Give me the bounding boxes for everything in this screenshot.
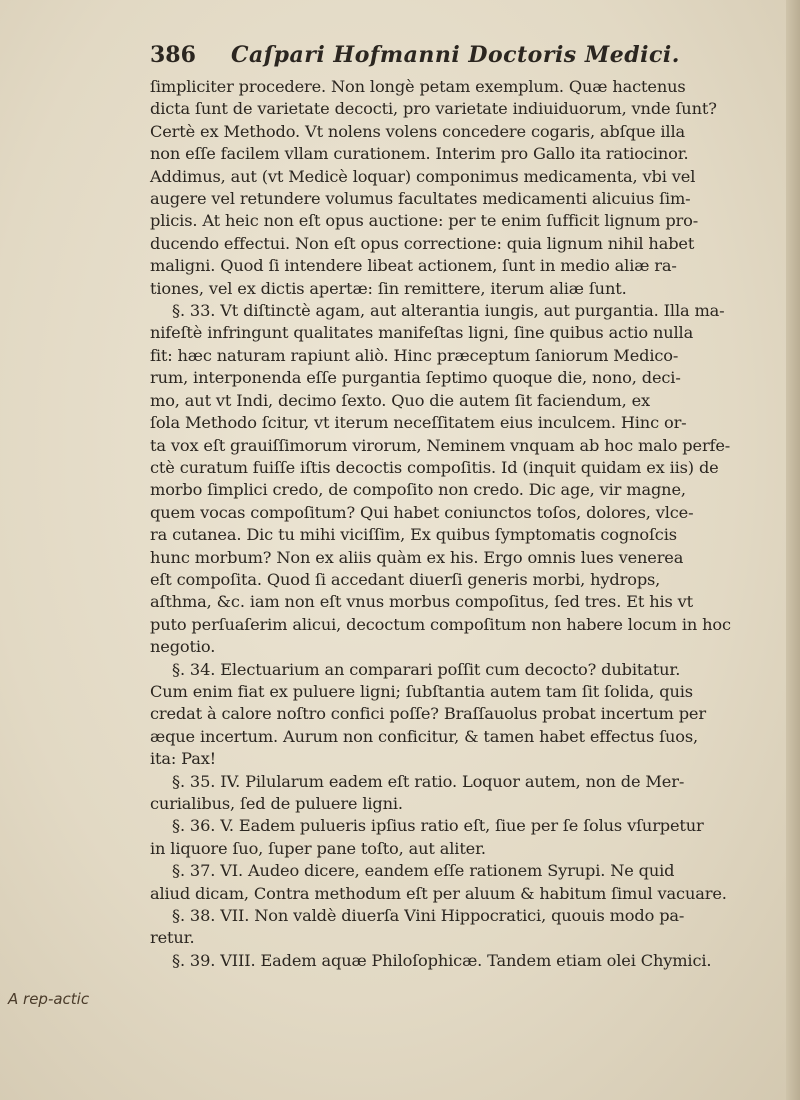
text-line: rum, interponenda eſſe purgantia ſeptimo quoque die, nono, deci- <box>150 368 681 388</box>
text-line: hunc morbum? Non ex aliis quàm ex his. Ergo omnis lues venerea <box>150 547 684 567</box>
paragraph-38: §. 38. VII. Non valdè diuerſa Vini Hippocratici, quouis modo pa- <box>172 906 685 926</box>
paragraph-34: §. 34. Electuarium an comparari poſſit cum decocto? dubitatur. <box>172 659 681 679</box>
text-line: morbo ſimplici credo, de compoſito non credo. Dic age, vir magne, <box>150 480 686 500</box>
text-line: aliud dicam, Contra methodum eſt per aluum & habitum ſimul vacuare. <box>150 883 727 903</box>
paragraph-35: §. 35. IV. Pilularum eadem eſt ratio. Loquor autem, non de Mer- <box>172 771 685 791</box>
text-line: negotio. <box>150 637 216 657</box>
text-line: ctè curatum fuiſſe iſtis decoctis compoſitis. Id (inquit quidam ex iis) de <box>150 457 719 477</box>
body-text <box>150 76 775 972</box>
text-line: Certè ex Methodo. Vt nolens volens concedere cogaris, abſque illa <box>150 121 685 141</box>
text-line: maligni. Quod ſi intendere libeat actionem, ſunt in medio aliæ ra- <box>150 256 677 276</box>
text-line: æque incertum. Aurum non conficitur, & tamen habet effectus ſuos, <box>150 726 698 746</box>
text-line: tiones, vel ex dictis apertæ: ſin remittere, iterum aliæ ſunt. <box>150 278 627 298</box>
paragraph-37: §. 37. VI. Audeo dicere, eandem eſſe rationem Syrupi. Ne quid <box>172 861 675 881</box>
text-line: quem vocas compoſitum? Qui habet coniunctos toſos, dolores, vlce- <box>150 502 694 522</box>
text-line: Addimus, aut (vt Medicè loquar) componimus medicamenta, vbi vel <box>150 166 696 186</box>
text-line: ducendo effectui. Non eſt opus correctione: quia lignum nihil habet <box>150 233 695 253</box>
text-line: credat à calore noſtro confici poſſe? Braſſauolus probat incertum per <box>150 704 706 724</box>
handwritten-margin-note: A rep-actic <box>8 990 90 1008</box>
page-edge <box>786 0 800 1100</box>
page-header <box>150 42 770 68</box>
text-line: puto perſuaſerim alicui, decoctum compoſitum non habere locum in hoc <box>150 614 731 634</box>
text-line: Cum enim fiat ex puluere ligni; ſubſtantia autem tam ſit ſolida, quis <box>150 681 693 701</box>
text-line: in liquore ſuo, ſuper pane toſto, aut aliter. <box>150 838 486 858</box>
text-line: ra cutanea. Dic tu mihi viciſſim, Ex quibus ſymptomatis cognoſcis <box>150 525 677 545</box>
text-line: augere vel retundere volumus facultates medicamenti alicuius ſim- <box>150 189 691 209</box>
paragraph-36: §. 36. V. Eadem pulueris ipſius ratio eſt, ſiue per ſe ſolus vſurpetur <box>172 816 704 836</box>
running-title: Caſpari Hofmanni Doctoris Medici. <box>230 42 680 68</box>
text-line: dicta ſunt de varietate decocti, pro varietate indiuiduorum, vnde ſunt? <box>150 99 717 119</box>
paragraph-39: §. 39. VIII. Eadem aquæ Philoſophicæ. Tandem etiam olei Chymici. <box>172 950 712 970</box>
paragraph-33: §. 33. Vt diſtinctè agam, aut alterantia iungis, aut purgantia. Illa ma- <box>172 301 725 321</box>
text-line: non eſſe facilem vllam curationem. Interim pro Gallo ita ratiocinor. <box>150 144 689 164</box>
text-line: mo, aut vt Indi, decimo ſexto. Quo die autem ſit faciendum, ex <box>150 390 650 410</box>
text-line: ſola Methodo ſcitur, vt iterum neceſſitatem eius inculcem. Hinc or- <box>150 413 687 433</box>
text-line: ta vox eſt grauiſſimorum virorum, Neminem vnquam ab hoc malo perfe- <box>150 435 731 455</box>
text-line: curialibus, ſed de puluere ligni. <box>150 794 403 813</box>
text-line: ſimpliciter procedere. Non longè petam exemplum. Quæ hactenus <box>150 77 686 96</box>
text-line: nifeſtè infringunt qualitates manifeſtas ligni, ſine quibus actio nulla <box>150 323 694 343</box>
text-line: eſt compoſita. Quod ſi accedant diuerſi generis morbi, hydrops, <box>150 569 661 589</box>
text-line: retur. <box>150 928 195 948</box>
text-line: ita: Pax! <box>150 749 217 769</box>
text-line: fit: hæc naturam rapiunt aliò. Hinc præceptum ſaniorum Medico- <box>150 345 679 365</box>
text-line: plicis. At heic non eſt opus auctione: per te enim ſufficit lignum pro- <box>150 211 699 231</box>
text-line: aſthma, &c. iam non eſt vnus morbus compoſitus, ſed tres. Et his vt <box>150 592 694 612</box>
page-number: 386 <box>150 42 196 68</box>
